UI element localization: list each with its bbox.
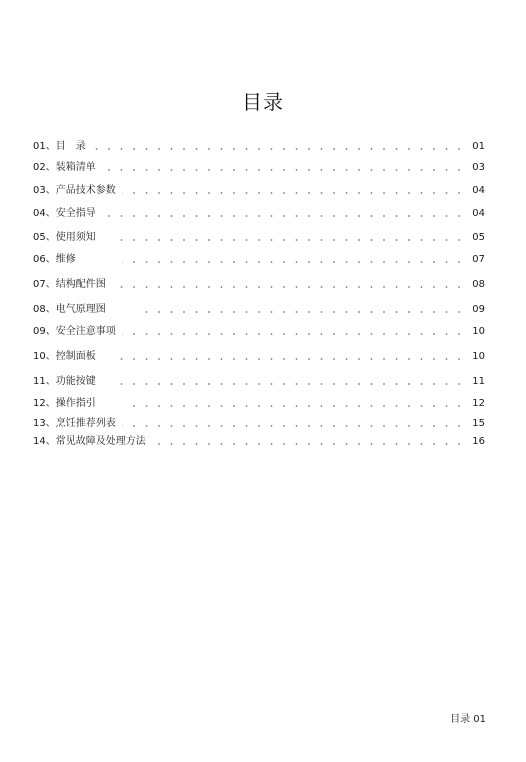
toc-item-label: 01、目 录 xyxy=(33,141,86,152)
toc-item xyxy=(33,206,485,220)
dot-leader xyxy=(118,351,465,361)
dot-leader xyxy=(118,376,465,386)
page-title: 目录 xyxy=(242,90,284,114)
toc-item-page: 04 xyxy=(472,185,485,196)
toc-item xyxy=(33,302,485,316)
toc-item xyxy=(33,349,485,363)
toc-item-label: 04、安全指导 xyxy=(33,208,96,219)
toc-item-label: 13、烹饪推荐列表 xyxy=(33,418,116,429)
toc-item-page: 07 xyxy=(472,254,485,265)
dot-leader xyxy=(122,326,465,336)
toc-item-page: 03 xyxy=(472,162,485,173)
toc-item-page: 04 xyxy=(472,208,485,219)
toc-item-page: 15 xyxy=(472,418,485,429)
toc-item xyxy=(33,416,485,430)
toc-item-label: 08、电气原理图 xyxy=(33,304,106,315)
toc-item-page: 10 xyxy=(472,351,485,362)
toc-item-label: 10、控制面板 xyxy=(33,351,96,362)
toc-item xyxy=(33,374,485,388)
dot-leader xyxy=(102,162,465,172)
toc-item-label: 14、常见故障及处理方法 xyxy=(33,436,146,447)
toc-item-page: 01 xyxy=(472,141,485,152)
toc-item-label: 12、操作指引 xyxy=(33,398,96,409)
toc-item xyxy=(33,160,485,174)
toc-item-label: 02、装箱清单 xyxy=(33,162,96,173)
toc-item-page: 10 xyxy=(472,326,485,337)
dot-leader xyxy=(118,232,465,242)
toc-item-label: 09、安全注意事项 xyxy=(33,326,116,337)
toc-item xyxy=(33,324,485,338)
dot-leader xyxy=(152,436,465,446)
toc-item-page: 16 xyxy=(472,436,485,447)
toc-item xyxy=(33,183,485,197)
dot-leader xyxy=(92,141,465,151)
toc-item xyxy=(33,277,485,291)
dot-leader xyxy=(102,208,465,218)
toc-item xyxy=(33,252,485,266)
toc-item-label: 07、结构配件图 xyxy=(33,279,106,290)
toc-item-page: 12 xyxy=(472,398,485,409)
page-footer: 目录 01 xyxy=(450,714,486,725)
toc-item-page: 05 xyxy=(472,232,485,243)
toc-item-label: 05、使用须知 xyxy=(33,232,96,243)
toc-item-label: 11、功能按键 xyxy=(33,376,96,387)
toc-item-page: 09 xyxy=(472,304,485,315)
toc-item-label: 03、产品技术参数 xyxy=(33,185,116,196)
dot-leader xyxy=(122,254,465,264)
toc-item xyxy=(33,139,485,153)
dot-leader xyxy=(130,398,465,408)
toc-item-page: 11 xyxy=(472,376,485,387)
dot-leader xyxy=(136,304,465,314)
toc-item-page: 08 xyxy=(472,279,485,290)
dot-leader xyxy=(122,418,465,428)
dot-leader xyxy=(118,279,465,289)
toc-item-label: 06、维修 xyxy=(33,254,76,265)
dot-leader xyxy=(122,185,465,195)
toc-item xyxy=(33,230,485,244)
toc-item xyxy=(33,396,485,410)
toc-item xyxy=(33,434,485,448)
